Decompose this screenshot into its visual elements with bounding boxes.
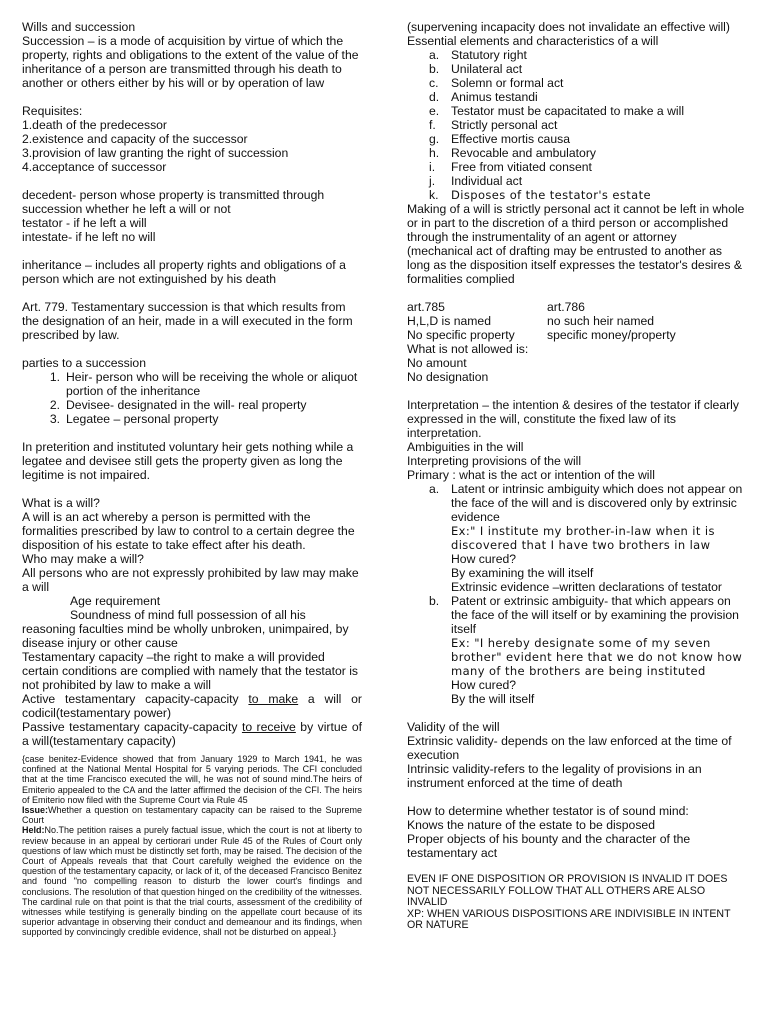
validity-heading: Validity of the will [407,720,500,734]
essential-elements-heading: Essential elements and characteristics of a will [407,34,659,48]
list-item [407,48,747,62]
art-786-row: specific money/property [547,328,676,342]
who-may-answer: All persons who are not expressly prohibited by law may make a will [22,566,359,594]
list-item [22,398,362,412]
soundness-of-mind: Soundness of mind full possession of all his reasoning faculties mind be wholly unbroken, unimpaired, by disease injury or other cause [22,608,349,650]
list-item-text: Unilateral act [451,62,523,76]
personal-act-note: Making of a will is strictly personal act it cannot be left in whole or in part to the discretion of a third person or accomplished through the instrumentality of an agent or attorney [407,202,745,244]
latent-example: Ex:" I institute my brother-in-law when it is discovered that I have two brothers in law [451,524,715,552]
right-column [407,20,747,932]
case-issue: Issue:Whether a question on testamentary capacity can be raised to the Supreme Court [22,805,362,826]
list-item [407,174,747,188]
testator-definition: testator - if he left a will [22,216,147,230]
list-marker: h. [429,146,440,160]
list-marker: g. [429,132,440,146]
latent-cure: Extrinsic evidence –written declarations of testator [451,580,722,594]
age-requirement: Age requirement [70,594,161,608]
art-786-heading: art.786 [547,300,585,314]
no-designation: No designation [407,370,489,384]
caps-rule: EVEN IF ONE DISPOSITION OR PROVISION IS INVALID IT DOES NOT NECESSARILY FOLLOW THAT ALL OTHERS ARE ALSO INVALID [407,873,728,909]
passive-capacity: Passive testamentary capacity-capacity to receive by virtue of a will(testamentary capacity) [22,720,363,748]
list-marker: 2. [49,398,60,412]
list-marker: a. [429,48,440,62]
latent-how-cured: How cured? [451,552,517,566]
list-item-text: Testator must be capacitated to make a will [451,104,685,118]
list-item [22,412,362,426]
list-item [407,594,747,706]
list-item [407,76,747,90]
list-item-text: Disposes of the testator's estate [451,188,651,202]
list-marker: k. [429,188,439,202]
list-item-text: Statutory right [451,48,527,62]
mechanical-act-note: (mechanical act of drafting may be entrusted to another as long as the disposition itself expresses the testator's desires & formalities complied [407,244,742,286]
parties-list [22,370,362,426]
list-item [407,90,747,104]
list-marker: f. [429,118,436,132]
case-summary: {case benitez-Evidence showed that from January 1929 to March 1941, he was confined at the National Mental Hospital for 5 varying periods. The CFI concluded that at the time Francisco executed the will, he was not of sound mind.The heirs of Emiterio appealed to the CA and the latter affirmed the decision of the CFI. The heirs of Emiterio now filed with the Supreme Court via Rule 45 [22,754,362,805]
list-item-text: Animus testandi [451,90,538,104]
list-marker: 1. [49,370,60,384]
list-item [407,160,747,174]
preterition-note: In preterition and instituted voluntary heir gets nothing while a legatee and devisee still gets the property given as long the legitime is not impaired. [22,440,354,482]
who-may-question: Who may make a will? [22,552,144,566]
no-amount: No amount [407,356,467,370]
list-item-text: Effective mortis causa [451,132,570,146]
elements-list [407,48,747,202]
art-785-heading: art.785 [407,300,445,314]
patent-example: Ex: "I hereby designate some of my seven brother" evident here that we do not know how many of the brothers are being instituted [451,636,743,678]
list-item-text: Heir- person who will be receiving the whole or aliquot portion of the inheritance [66,370,358,398]
sound-mind-item: Proper objects of his bounty and the character of the testamentary act [407,832,691,860]
succession-definition: Succession – is a mode of acquisition by virtue of which the property, rights and obligations to the extent of the value of the inheritance of a person are transmitted through his death to another or others either by his will or by operation of law [22,34,359,90]
requisite-item: 3.provision of law granting the right of succession [22,146,289,160]
art-785-row: H,L,D is named [407,314,491,328]
list-marker: d. [429,90,440,104]
list-item [407,188,747,202]
list-item-text: Legatee – personal property [66,412,219,426]
supervening-note: (supervening incapacity does not invalidate an effective will) [407,20,730,34]
list-item [407,132,747,146]
parties-heading: parties to a succession [22,356,146,370]
decedent-definition: decedent- person whose property is transmitted through succession whether he left a will or not [22,188,325,216]
art-785-column [407,300,547,342]
list-marker: c. [429,76,439,90]
patent-cure: By the will itself [451,692,535,706]
caps-exception: XP: WHEN VARIOUS DISPOSITIONS ARE INDIVISIBLE IN INTENT OR NATURE [407,907,731,932]
list-item-text: Devisee- designated in the will- real property [66,398,307,412]
list-item-text: Revocable and ambulatory [451,146,596,160]
not-allowed-heading: What is not allowed is: [407,342,529,356]
primary-note: Primary : what is the act or intention of the will [407,468,655,482]
what-is-will-question: What is a will? [22,496,100,510]
requisite-item: 4.acceptance of successor [22,160,167,174]
case-held: Held:No.The petition raises a purely factual issue, which the court is not at liberty to review because in an appeal by certiorari under Rule 45 of the Rules of Court only questions of law which must be distinctly set forth, may be raised. The decision of the Court of Appeals reveals that that Court carefully weighed the evidence on the question of the testamentary capacity, or lack of it, of the deceased Francisco Benitez and found "no compelling reason to disturb the lower court's findings and conclusions. The resolution of that question hinged on the credibility of the witnesses. The cardinal rule on that point is that the trial courts, assessment of the credibility of witnesses while testifying is generally binding on the appellate court because of its superior advantage in observing their conduct and demeanour and its findings, when supported by convincingly credible evidence, shall not be disturbed on appeal.} [22,825,363,938]
list-item-text: Strictly personal act [451,118,558,132]
ambiguities-heading: Ambiguities in the will [407,440,524,454]
interpreting-heading: Interpreting provisions of the will [407,454,582,468]
list-item [407,482,747,594]
list-item-text: Solemn or formal act [451,76,564,90]
ambiguity-list [407,482,747,706]
requisites-heading: Requisites: [22,104,83,118]
requisite-item: 1.death of the predecessor [22,118,167,132]
art-785-row: No specific property [407,328,515,342]
requisite-item: 2.existence and capacity of the successor [22,132,248,146]
extrinsic-validity: Extrinsic validity- depends on the law enforced at the time of execution [407,734,732,762]
list-item [407,62,747,76]
list-marker: j. [429,174,436,188]
sound-mind-question: How to determine whether testator is of sound mind: [407,804,689,818]
list-item [407,104,747,118]
art-786-column [547,300,676,342]
list-marker: 3. [49,412,60,426]
list-item [407,146,747,160]
list-marker: a. [429,482,440,496]
list-item-text: Free from vitiated consent [451,160,592,174]
list-item [22,370,362,398]
sound-mind-item: Knows the nature of the estate to be disposed [407,818,655,832]
intestate-definition: intestate- if he left no will [22,230,156,244]
active-capacity: Active testamentary capacity-capacity to make a will or codicil(testamentary power) [22,692,362,720]
patent-ambiguity: Patent or extrinsic ambiguity- that which appears on the face of the will itself or by examining the provision itself [451,594,739,636]
list-marker: b. [429,62,440,76]
will-definition: A will is an act whereby a person is permitted with the formalities prescribed by law to control to a certain degree the disposition of his estate to take effect after his death. [22,510,355,552]
patent-how-cured: How cured? [451,678,517,692]
latent-ambiguity: Latent or intrinsic ambiguity which does not appear on the face of the will and is discovered only by extrinsic evidence [451,482,743,524]
list-marker: b. [429,594,440,608]
article-779: Art. 779. Testamentary succession is that which results from the designation of an heir, made in a will executed in the form prescribed by law. [22,300,353,342]
list-marker: i. [429,160,436,174]
list-marker: e. [429,104,440,118]
interpretation-definition: Interpretation – the intention & desires of the testator if clearly expressed in the will, constitute the fixed law of its interpretation. [407,398,739,440]
left-column [22,20,362,938]
list-item [407,118,747,132]
doc-title: Wills and succession [22,20,136,34]
list-item-text: Individual act [451,174,523,188]
art-786-row: no such heir named [547,314,655,328]
latent-cure: By examining the will itself [451,566,594,580]
inheritance-definition: inheritance – includes all property rights and obligations of a person which are not extinguished by his death [22,258,346,286]
intrinsic-validity: Intrinsic validity-refers to the legality of provisions in an instrument enforced at the time of death [407,762,702,790]
article-comparison [407,300,747,342]
testamentary-capacity: Testamentary capacity –the right to make a will provided certain conditions are complied with namely that the testator is not prohibited by law to make a will [22,650,359,692]
